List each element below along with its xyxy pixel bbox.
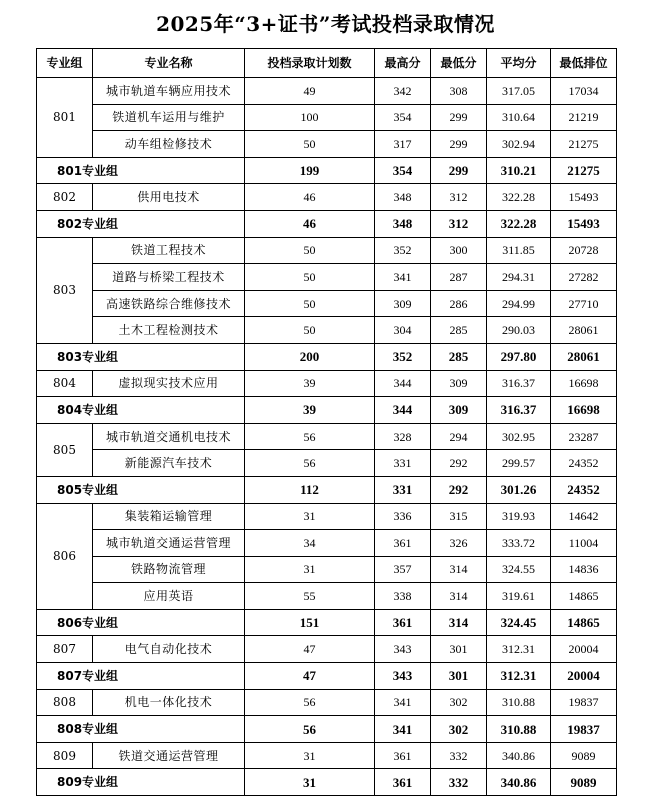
major-row [37, 237, 617, 264]
max-score-cell: 352 [375, 237, 431, 264]
column-header-major: 专业名称 [93, 49, 245, 78]
min-rank-cell: 24352 [551, 450, 617, 477]
group-id-cell: 807 [37, 636, 93, 663]
total-min-score-cell: 285 [431, 343, 487, 370]
column-header-min: 最低分 [431, 49, 487, 78]
group-total-label: 807专业组 [37, 663, 245, 690]
group-id-cell: 801 [37, 78, 93, 158]
min-score-cell: 314 [431, 583, 487, 610]
min-score-cell: 308 [431, 78, 487, 105]
min-rank-cell: 27282 [551, 264, 617, 291]
max-score-cell: 304 [375, 317, 431, 344]
plan-cell: 31 [245, 503, 375, 530]
min-rank-cell: 21219 [551, 104, 617, 131]
major-row [37, 636, 617, 663]
group-id-cell: 804 [37, 370, 93, 397]
avg-score-cell: 302.94 [487, 131, 551, 158]
header-row [37, 49, 617, 78]
total-min-rank-cell: 19837 [551, 716, 617, 743]
min-rank-cell: 27710 [551, 290, 617, 317]
major-name-cell: 电气自动化技术 [93, 636, 245, 663]
plan-cell: 50 [245, 317, 375, 344]
max-score-cell: 338 [375, 583, 431, 610]
plan-cell: 50 [245, 237, 375, 264]
major-row [37, 503, 617, 530]
group-id-cell: 805 [37, 423, 93, 476]
total-min-rank-cell: 20004 [551, 663, 617, 690]
total-min-rank-cell: 9089 [551, 769, 617, 796]
major-row [37, 742, 617, 769]
group-total-row [37, 716, 617, 743]
column-header-plan: 投档录取计划数 [245, 49, 375, 78]
plan-cell: 39 [245, 370, 375, 397]
max-score-cell: 354 [375, 104, 431, 131]
min-rank-cell: 19837 [551, 689, 617, 716]
max-score-cell: 342 [375, 78, 431, 105]
min-score-cell: 309 [431, 370, 487, 397]
avg-score-cell: 322.28 [487, 184, 551, 211]
min-score-cell: 301 [431, 636, 487, 663]
total-plan-cell: 112 [245, 476, 375, 503]
group-total-label: 805专业组 [37, 476, 245, 503]
major-name-cell: 集装箱运输管理 [93, 503, 245, 530]
avg-score-cell: 333.72 [487, 530, 551, 557]
total-plan-cell: 47 [245, 663, 375, 690]
major-row [37, 131, 617, 158]
total-max-score-cell: 341 [375, 716, 431, 743]
group-id-cell: 806 [37, 503, 93, 609]
major-name-cell: 应用英语 [93, 583, 245, 610]
plan-cell: 31 [245, 556, 375, 583]
group-id-cell: 803 [37, 237, 93, 343]
major-name-cell: 动车组检修技术 [93, 131, 245, 158]
total-avg-score-cell: 312.31 [487, 663, 551, 690]
plan-cell: 56 [245, 450, 375, 477]
major-name-cell: 铁道机车运用与维护 [93, 104, 245, 131]
avg-score-cell: 310.64 [487, 104, 551, 131]
avg-score-cell: 294.31 [487, 264, 551, 291]
major-row [37, 264, 617, 291]
min-rank-cell: 11004 [551, 530, 617, 557]
min-score-cell: 292 [431, 450, 487, 477]
plan-cell: 31 [245, 742, 375, 769]
group-total-label: 808专业组 [37, 716, 245, 743]
min-score-cell: 299 [431, 104, 487, 131]
major-row [37, 317, 617, 344]
avg-score-cell: 312.31 [487, 636, 551, 663]
group-total-label: 804专业组 [37, 397, 245, 424]
major-row [37, 530, 617, 557]
total-min-rank-cell: 15493 [551, 210, 617, 237]
min-rank-cell: 14836 [551, 556, 617, 583]
major-name-cell: 城市轨道交通运营管理 [93, 530, 245, 557]
plan-cell: 49 [245, 78, 375, 105]
plan-cell: 47 [245, 636, 375, 663]
total-min-rank-cell: 16698 [551, 397, 617, 424]
avg-score-cell: 290.03 [487, 317, 551, 344]
plan-cell: 46 [245, 184, 375, 211]
major-name-cell: 铁道工程技术 [93, 237, 245, 264]
max-score-cell: 336 [375, 503, 431, 530]
group-total-row [37, 609, 617, 636]
min-score-cell: 326 [431, 530, 487, 557]
min-rank-cell: 15493 [551, 184, 617, 211]
major-name-cell: 供用电技术 [93, 184, 245, 211]
plan-cell: 50 [245, 290, 375, 317]
total-plan-cell: 31 [245, 769, 375, 796]
table-body [37, 78, 617, 796]
avg-score-cell: 302.95 [487, 423, 551, 450]
group-total-label: 809专业组 [37, 769, 245, 796]
total-max-score-cell: 361 [375, 769, 431, 796]
max-score-cell: 348 [375, 184, 431, 211]
max-score-cell: 357 [375, 556, 431, 583]
total-min-rank-cell: 24352 [551, 476, 617, 503]
group-id-cell: 808 [37, 689, 93, 716]
major-name-cell: 高速铁路综合维修技术 [93, 290, 245, 317]
min-rank-cell: 28061 [551, 317, 617, 344]
total-max-score-cell: 331 [375, 476, 431, 503]
total-min-score-cell: 302 [431, 716, 487, 743]
major-name-cell: 虚拟现实技术应用 [93, 370, 245, 397]
max-score-cell: 341 [375, 264, 431, 291]
max-score-cell: 343 [375, 636, 431, 663]
group-total-row [37, 343, 617, 370]
total-avg-score-cell: 310.88 [487, 716, 551, 743]
total-min-score-cell: 299 [431, 157, 487, 184]
page-title: 2025年“3+证书”考试投档录取情况 [156, 12, 495, 36]
max-score-cell: 344 [375, 370, 431, 397]
min-rank-cell: 14865 [551, 583, 617, 610]
avg-score-cell: 294.99 [487, 290, 551, 317]
max-score-cell: 331 [375, 450, 431, 477]
total-avg-score-cell: 301.26 [487, 476, 551, 503]
min-score-cell: 332 [431, 742, 487, 769]
major-row [37, 583, 617, 610]
max-score-cell: 361 [375, 742, 431, 769]
major-name-cell: 机电一体化技术 [93, 689, 245, 716]
min-rank-cell: 16698 [551, 370, 617, 397]
major-row [37, 290, 617, 317]
min-score-cell: 314 [431, 556, 487, 583]
min-rank-cell: 21275 [551, 131, 617, 158]
max-score-cell: 341 [375, 689, 431, 716]
min-score-cell: 286 [431, 290, 487, 317]
total-plan-cell: 200 [245, 343, 375, 370]
avg-score-cell: 311.85 [487, 237, 551, 264]
min-score-cell: 294 [431, 423, 487, 450]
admission-table [36, 48, 617, 796]
min-rank-cell: 23287 [551, 423, 617, 450]
major-name-cell: 土木工程检测技术 [93, 317, 245, 344]
major-name-cell: 城市轨道交通机电技术 [93, 423, 245, 450]
total-max-score-cell: 354 [375, 157, 431, 184]
max-score-cell: 328 [375, 423, 431, 450]
plan-cell: 55 [245, 583, 375, 610]
total-avg-score-cell: 310.21 [487, 157, 551, 184]
major-row [37, 423, 617, 450]
group-id-cell: 802 [37, 184, 93, 211]
max-score-cell: 361 [375, 530, 431, 557]
group-total-label: 803专业组 [37, 343, 245, 370]
min-score-cell: 312 [431, 184, 487, 211]
total-min-score-cell: 292 [431, 476, 487, 503]
total-max-score-cell: 348 [375, 210, 431, 237]
major-name-cell: 铁路物流管理 [93, 556, 245, 583]
major-row [37, 450, 617, 477]
major-row [37, 556, 617, 583]
total-plan-cell: 39 [245, 397, 375, 424]
group-total-row [37, 769, 617, 796]
total-plan-cell: 151 [245, 609, 375, 636]
plan-cell: 56 [245, 689, 375, 716]
total-min-score-cell: 309 [431, 397, 487, 424]
column-header-avg: 平均分 [487, 49, 551, 78]
column-header-max: 最高分 [375, 49, 431, 78]
major-name-cell: 新能源汽车技术 [93, 450, 245, 477]
min-score-cell: 300 [431, 237, 487, 264]
group-total-row [37, 476, 617, 503]
min-score-cell: 299 [431, 131, 487, 158]
total-plan-cell: 56 [245, 716, 375, 743]
group-id-cell: 809 [37, 742, 93, 769]
avg-score-cell: 319.93 [487, 503, 551, 530]
group-total-row [37, 397, 617, 424]
total-max-score-cell: 352 [375, 343, 431, 370]
plan-cell: 34 [245, 530, 375, 557]
total-min-score-cell: 314 [431, 609, 487, 636]
min-rank-cell: 17034 [551, 78, 617, 105]
total-max-score-cell: 361 [375, 609, 431, 636]
plan-cell: 56 [245, 423, 375, 450]
plan-cell: 50 [245, 131, 375, 158]
total-min-score-cell: 312 [431, 210, 487, 237]
max-score-cell: 317 [375, 131, 431, 158]
total-min-score-cell: 301 [431, 663, 487, 690]
total-avg-score-cell: 316.37 [487, 397, 551, 424]
min-rank-cell: 20728 [551, 237, 617, 264]
major-name-cell: 城市轨道车辆应用技术 [93, 78, 245, 105]
major-name-cell: 铁道交通运营管理 [93, 742, 245, 769]
group-total-label: 802专业组 [37, 210, 245, 237]
total-min-rank-cell: 28061 [551, 343, 617, 370]
min-rank-cell: 9089 [551, 742, 617, 769]
avg-score-cell: 310.88 [487, 689, 551, 716]
group-total-row [37, 157, 617, 184]
column-header-group: 专业组 [37, 49, 93, 78]
group-total-label: 806专业组 [37, 609, 245, 636]
avg-score-cell: 317.05 [487, 78, 551, 105]
max-score-cell: 309 [375, 290, 431, 317]
total-min-score-cell: 332 [431, 769, 487, 796]
total-min-rank-cell: 21275 [551, 157, 617, 184]
avg-score-cell: 324.55 [487, 556, 551, 583]
min-score-cell: 287 [431, 264, 487, 291]
group-total-row [37, 210, 617, 237]
min-score-cell: 302 [431, 689, 487, 716]
major-name-cell: 道路与桥梁工程技术 [93, 264, 245, 291]
plan-cell: 100 [245, 104, 375, 131]
min-score-cell: 285 [431, 317, 487, 344]
avg-score-cell: 299.57 [487, 450, 551, 477]
avg-score-cell: 340.86 [487, 742, 551, 769]
total-max-score-cell: 343 [375, 663, 431, 690]
min-score-cell: 315 [431, 503, 487, 530]
total-avg-score-cell: 324.45 [487, 609, 551, 636]
plan-cell: 50 [245, 264, 375, 291]
major-row [37, 689, 617, 716]
total-avg-score-cell: 322.28 [487, 210, 551, 237]
major-row [37, 104, 617, 131]
min-rank-cell: 20004 [551, 636, 617, 663]
total-max-score-cell: 344 [375, 397, 431, 424]
total-plan-cell: 199 [245, 157, 375, 184]
major-row [37, 370, 617, 397]
group-total-label: 801专业组 [37, 157, 245, 184]
major-row [37, 184, 617, 211]
total-plan-cell: 46 [245, 210, 375, 237]
total-avg-score-cell: 297.80 [487, 343, 551, 370]
column-header-rank: 最低排位 [551, 49, 617, 78]
total-min-rank-cell: 14865 [551, 609, 617, 636]
major-row [37, 78, 617, 105]
total-avg-score-cell: 340.86 [487, 769, 551, 796]
min-rank-cell: 14642 [551, 503, 617, 530]
group-total-row [37, 663, 617, 690]
avg-score-cell: 316.37 [487, 370, 551, 397]
avg-score-cell: 319.61 [487, 583, 551, 610]
